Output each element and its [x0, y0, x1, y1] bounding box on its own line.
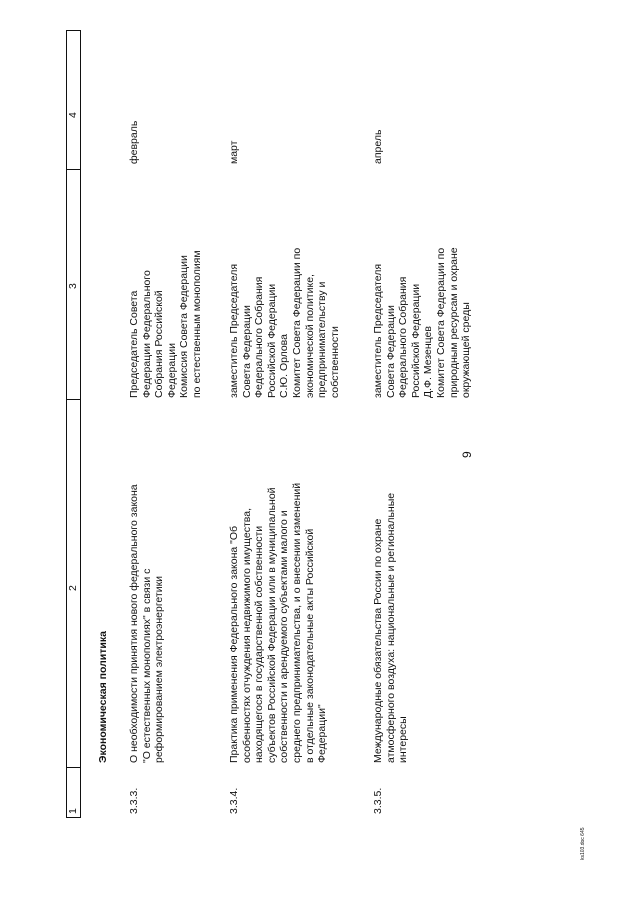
column-number-3: 3 — [67, 283, 79, 289]
row-responsible: Председатель Совета Федерации Федерального Собрания Российской Федерации Комиссия Совета Федерации по естественным монополиям — [128, 250, 203, 398]
table-top-border — [66, 30, 67, 818]
section-title: Экономическая политика — [97, 631, 109, 763]
header-divider-1-2 — [66, 767, 81, 768]
row-responsible: заместитель Председателя Совета Федерации Федерального Собрания Российской Федерации Д.Ф. Мезенцев Комитет Совета Федерации по природным ресурсам и охране окружающей среды — [372, 247, 473, 398]
header-left-border — [66, 817, 81, 818]
header-right-border — [66, 30, 81, 31]
row-responsible: заместитель Председателя Совета Федерации Федерального Собрания Российской Федерации С.Ю. Орлова Комитет Совета Федерации по экономической политике, предпринимательству и собственности — [228, 247, 341, 398]
column-number-4: 4 — [67, 112, 79, 118]
footer-code: ks103.doc 645 — [580, 827, 586, 860]
row-topic: О необходимости принятия нового федерального закона "О естественных монополиях" в связи с реформированием электроэнергетики — [128, 484, 166, 763]
row-number: 3.3.5. — [372, 787, 384, 814]
header-bottom-border — [80, 30, 81, 818]
row-date: март — [228, 140, 240, 164]
row-number: 3.3.3. — [128, 787, 140, 814]
row-date: апрель — [372, 129, 384, 164]
page-number: 9 — [460, 451, 474, 458]
row-number: 3.3.4. — [228, 787, 240, 814]
column-number-1: 1 — [67, 808, 79, 814]
header-divider-3-4 — [66, 169, 81, 170]
row-topic: Международные обязательства России по охране атмосферного воздуха: национальные и региональные интересы — [372, 492, 410, 763]
row-date: февраль — [128, 120, 140, 164]
column-number-2: 2 — [67, 585, 79, 591]
header-divider-2-3 — [66, 399, 81, 400]
row-topic: Практика применения Федерального закона "Об особенностях отчуждения недвижимого имущества, находящегося в государственной собственности субъектов Российской Федерации или в муниципальной собственности и арендуемого субъектами малого и среднего предпринимательства, и о внесении изменений в отдельные законодательные акты Российской Федерации" — [228, 482, 329, 763]
